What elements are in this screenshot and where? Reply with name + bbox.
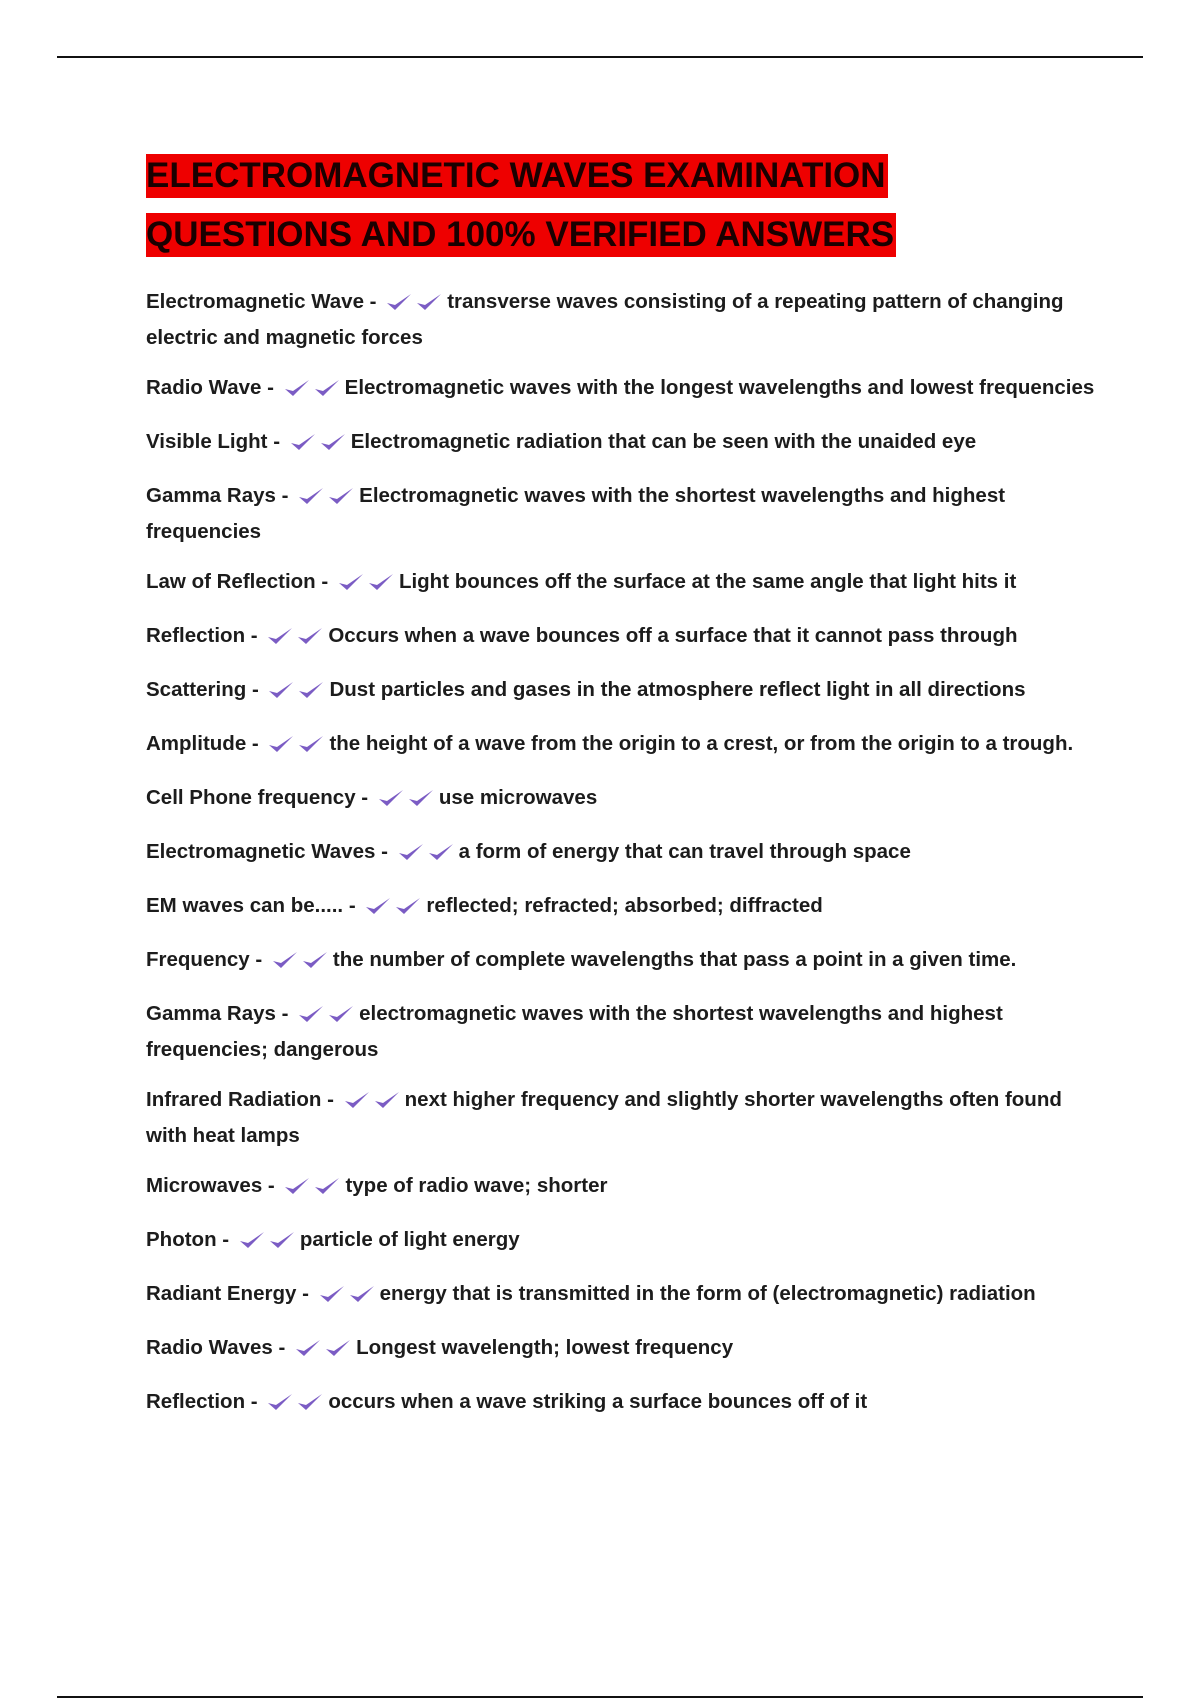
qa-item — [146, 674, 1096, 710]
title-line-2: QUESTIONS AND 100% VERIFIED ANSWERS — [146, 213, 896, 257]
check-icon — [268, 1230, 298, 1250]
double-check-icons — [267, 732, 327, 764]
qa-item — [146, 426, 1096, 462]
qa-list — [146, 286, 1096, 1422]
check-icon — [327, 1004, 357, 1024]
double-check-icons — [283, 1174, 343, 1206]
qa-definition: Electromagnetic waves with the longest wavelengths and lowest frequencies — [344, 376, 1095, 399]
check-icon — [348, 1284, 378, 1304]
double-check-icons — [397, 840, 457, 872]
document-body — [146, 146, 1096, 1440]
qa-term: Electromagnetic Waves — [146, 840, 376, 863]
qa-separator: - — [245, 1390, 264, 1413]
qa-term: EM waves can be..... — [146, 894, 344, 917]
qa-item — [146, 566, 1096, 602]
qa-item — [146, 480, 1096, 548]
qa-item — [146, 372, 1096, 408]
qa-definition: energy that is transmitted in the form of (electromagnetic) radiation — [379, 1282, 1036, 1305]
qa-definition: next higher frequency and slightly shorter wavelengths often found with heat lamps — [146, 1088, 1062, 1147]
check-icon — [407, 788, 437, 808]
qa-term: Visible Light — [146, 430, 268, 453]
qa-definition: reflected; refracted; absorbed; diffracted — [426, 894, 823, 917]
qa-item — [146, 782, 1096, 818]
check-icon — [266, 1392, 296, 1412]
qa-separator: - — [275, 1002, 295, 1025]
check-icon — [297, 680, 327, 700]
double-check-icons — [318, 1282, 378, 1314]
qa-separator: - — [246, 678, 265, 701]
check-icon — [289, 432, 319, 452]
qa-definition: particle of light energy — [299, 1228, 520, 1251]
double-check-icons — [297, 1002, 357, 1034]
qa-separator: - — [275, 484, 295, 507]
qa-definition: Longest wavelength; lowest frequency — [356, 1336, 734, 1359]
double-check-icons — [377, 786, 437, 818]
qa-definition: Occurs when a wave bounces off a surface that it cannot pass through — [328, 624, 1018, 647]
qa-separator: - — [321, 1088, 340, 1111]
qa-definition: a form of energy that can travel through space — [458, 840, 911, 863]
qa-item — [146, 944, 1096, 980]
qa-term: Gamma Rays — [146, 484, 276, 507]
qa-term: Reflection — [146, 624, 246, 647]
qa-term: Electromagnetic Wave — [146, 290, 364, 313]
qa-item — [146, 728, 1096, 764]
check-icon — [324, 1338, 354, 1358]
check-icon — [283, 1176, 313, 1196]
qa-definition: occurs when a wave striking a surface bounces off of it — [328, 1390, 868, 1413]
qa-term: Reflection — [146, 1390, 246, 1413]
bottom-rule — [57, 1696, 1143, 1698]
qa-separator: - — [296, 1282, 315, 1305]
check-icon — [327, 486, 357, 506]
qa-term: Law of Reflection — [146, 570, 316, 593]
qa-item — [146, 1332, 1096, 1368]
qa-definition: use microwaves — [438, 786, 598, 809]
check-icon — [377, 788, 407, 808]
double-check-icons — [343, 1088, 403, 1120]
check-icon — [318, 1284, 348, 1304]
qa-separator: - — [262, 1174, 281, 1197]
qa-separator: - — [355, 786, 374, 809]
check-icon — [427, 842, 457, 862]
qa-term: Radio Waves — [146, 1336, 273, 1359]
check-icon — [394, 896, 424, 916]
document-title — [146, 146, 1096, 264]
check-icon — [367, 572, 397, 592]
qa-separator: - — [315, 570, 334, 593]
check-icon — [343, 1090, 373, 1110]
qa-term: Gamma Rays — [146, 1002, 276, 1025]
check-icon — [364, 896, 394, 916]
qa-term: Cell Phone frequency — [146, 786, 356, 809]
check-icon — [267, 734, 297, 754]
check-icon — [301, 950, 331, 970]
check-icon — [296, 1392, 326, 1412]
double-check-icons — [297, 484, 357, 516]
qa-term: Photon — [146, 1228, 217, 1251]
check-icon — [294, 1338, 324, 1358]
qa-term: Radiant Energy — [146, 1282, 297, 1305]
check-icon — [297, 486, 327, 506]
double-check-icons — [289, 430, 349, 462]
check-icon — [373, 1090, 403, 1110]
check-icon — [415, 292, 445, 312]
qa-definition: Electromagnetic waves with the shortest wavelengths and highest frequencies — [146, 484, 1006, 543]
qa-separator: - — [375, 840, 394, 863]
check-icon — [313, 1176, 343, 1196]
qa-item — [146, 1386, 1096, 1422]
qa-separator: - — [216, 1228, 235, 1251]
check-icon — [267, 680, 297, 700]
double-check-icons — [238, 1228, 298, 1260]
qa-definition: the height of a wave from the origin to a crest, or from the origin to a trough. — [329, 732, 1074, 755]
check-icon — [385, 292, 415, 312]
qa-item — [146, 1224, 1096, 1260]
qa-term: Frequency — [146, 948, 250, 971]
check-icon — [296, 626, 326, 646]
qa-definition: the number of complete wavelengths that pass a point in a given time. — [332, 948, 1017, 971]
qa-definition: type of radio wave; shorter — [345, 1174, 608, 1197]
double-check-icons — [283, 376, 343, 408]
qa-separator: - — [272, 1336, 292, 1359]
title-line-1: ELECTROMAGNETIC WAVES EXAMINATION — [146, 154, 888, 198]
double-check-icons — [385, 290, 445, 322]
double-check-icons — [266, 1390, 326, 1422]
top-rule — [57, 56, 1143, 58]
qa-item — [146, 998, 1096, 1066]
qa-item — [146, 836, 1096, 872]
qa-separator: - — [363, 290, 383, 313]
qa-term: Radio Wave — [146, 376, 262, 399]
check-icon — [271, 950, 301, 970]
check-icon — [313, 378, 343, 398]
check-icon — [297, 1004, 327, 1024]
qa-item — [146, 1084, 1096, 1152]
double-check-icons — [271, 948, 331, 980]
qa-term: Amplitude — [146, 732, 247, 755]
qa-definition: Dust particles and gases in the atmosphere reflect light in all directions — [329, 678, 1026, 701]
check-icon — [397, 842, 427, 862]
qa-term: Microwaves — [146, 1174, 263, 1197]
check-icon — [297, 734, 327, 754]
qa-separator: - — [246, 732, 265, 755]
double-check-icons — [337, 570, 397, 602]
qa-item — [146, 890, 1096, 926]
double-check-icons — [266, 624, 326, 656]
check-icon — [283, 378, 313, 398]
qa-separator: - — [267, 430, 286, 453]
qa-item — [146, 1170, 1096, 1206]
qa-definition: Electromagnetic radiation that can be seen with the unaided eye — [350, 430, 977, 453]
qa-separator: - — [343, 894, 362, 917]
qa-item — [146, 286, 1096, 354]
qa-definition: transverse waves consisting of a repeating pattern of changing electric and magnetic forces — [146, 290, 1064, 349]
check-icon — [266, 626, 296, 646]
check-icon — [238, 1230, 268, 1250]
check-icon — [319, 432, 349, 452]
qa-item — [146, 620, 1096, 656]
qa-definition: electromagnetic waves with the shortest wavelengths and highest frequencies; dangerous — [146, 1002, 1003, 1061]
qa-term: Scattering — [146, 678, 247, 701]
double-check-icons — [364, 894, 424, 926]
qa-separator: - — [261, 376, 280, 399]
check-icon — [337, 572, 367, 592]
double-check-icons — [294, 1336, 354, 1368]
qa-definition: Light bounces off the surface at the same angle that light hits it — [398, 570, 1017, 593]
qa-term: Infrared Radiation — [146, 1088, 322, 1111]
double-check-icons — [267, 678, 327, 710]
qa-separator: - — [249, 948, 268, 971]
qa-separator: - — [245, 624, 264, 647]
qa-item — [146, 1278, 1096, 1314]
